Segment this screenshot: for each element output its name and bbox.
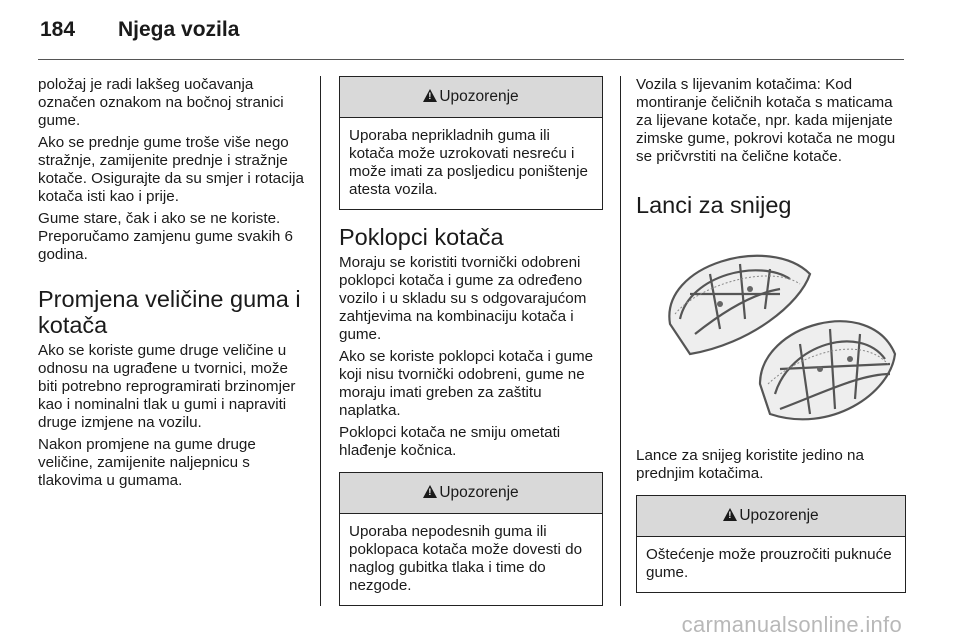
warning-header (340, 473, 602, 514)
column-divider-1 (320, 76, 321, 606)
warning-triangle-icon (423, 89, 437, 102)
warning-box (636, 495, 906, 593)
paragraph: Lance za snijeg koristite jedino na prednjim kotačima. (636, 447, 864, 482)
warning-text: Uporaba neprikladnih guma ili kotača može uzrokovati nesreću i može imati za posljedicu poništenje atesta vozila. (349, 127, 588, 198)
column-2 (339, 76, 603, 620)
warning-header (340, 77, 602, 118)
heading-snow-chains: Lanci za snijeg (636, 192, 792, 218)
warning-box (339, 472, 603, 606)
section-title: Njega vozila (118, 18, 240, 41)
heading-tire-size-change: Promjena veličine guma i kotača (38, 286, 301, 338)
column-divider-2 (620, 76, 621, 606)
paragraph: Ako se koriste gume druge veličine u odnosu na ugrađene u tvornici, može biti potrebno reprogramirati brzinomjer kao i nominalni tlak u gumi i napraviti druge izmjene na vozilu. (38, 342, 296, 431)
warning-header (637, 496, 905, 537)
warning-text: Oštećenje može prouzročiti puknuće gume. (646, 546, 892, 581)
page-number: 184 (40, 18, 76, 41)
watermark: carmanualsonline.info (681, 612, 902, 637)
column-1 (38, 76, 310, 494)
warning-triangle-icon (423, 485, 437, 498)
paragraph: Poklopci kotača ne smiju ometati hlađenje kočnica. (339, 424, 561, 459)
warning-triangle-icon (723, 508, 737, 521)
paragraph: Moraju se koristiti tvornički odobreni poklopci kotača i gume za određeno vozilo i u skladu su s odgovarajućom zahtjevima na kombinaciju kotača i gume. (339, 254, 587, 343)
paragraph: Gume stare, čak i ako se ne koriste. Preporučamo zamjenu gume svakih 6 godina. (38, 210, 293, 263)
paragraph: položaj je radi lakšeg uočavanja označen oznakom na bočnoj stranici gume. (38, 76, 284, 129)
warning-title: Upozorenje (439, 88, 519, 105)
warning-box (339, 76, 603, 210)
paragraph: Vozila s lijevanim kotačima: Kod montiranje čeličnih kotača s maticama za lijevane kotače, npr. kada mijenjate zimske gume, pokrovi kotača ne mogu se pričvrstiti na čelične kotače. (636, 76, 896, 165)
paragraph: Ako se koriste poklopci kotača i gume koji nisu tvornički odobreni, gume ne moraju imati greben za zaštitu naplatka. (339, 348, 594, 419)
warning-title: Upozorenje (739, 507, 819, 524)
heading-wheel-covers: Poklopci kotača (339, 224, 504, 250)
warning-text: Uporaba nepodesnih guma ili poklopaca kotača može dovesti do naglog gubitka tlaka i time do nezgode. (349, 523, 583, 594)
warning-title: Upozorenje (439, 484, 519, 501)
page-header (40, 18, 239, 42)
column-3 (636, 76, 906, 607)
paragraph: Nakon promjene na gume druge veličine, zamijenite naljepnicu s tlakovima u gumama. (38, 436, 256, 489)
header-rule (38, 59, 904, 60)
paragraph: Ako se prednje gume troše više nego stražnje, zamijenite prednje i stražnje kotače. Osigurajte da su smjer i rotacija kotača isti kao i prije. (38, 134, 304, 205)
snow-chains-illustration (650, 234, 902, 434)
